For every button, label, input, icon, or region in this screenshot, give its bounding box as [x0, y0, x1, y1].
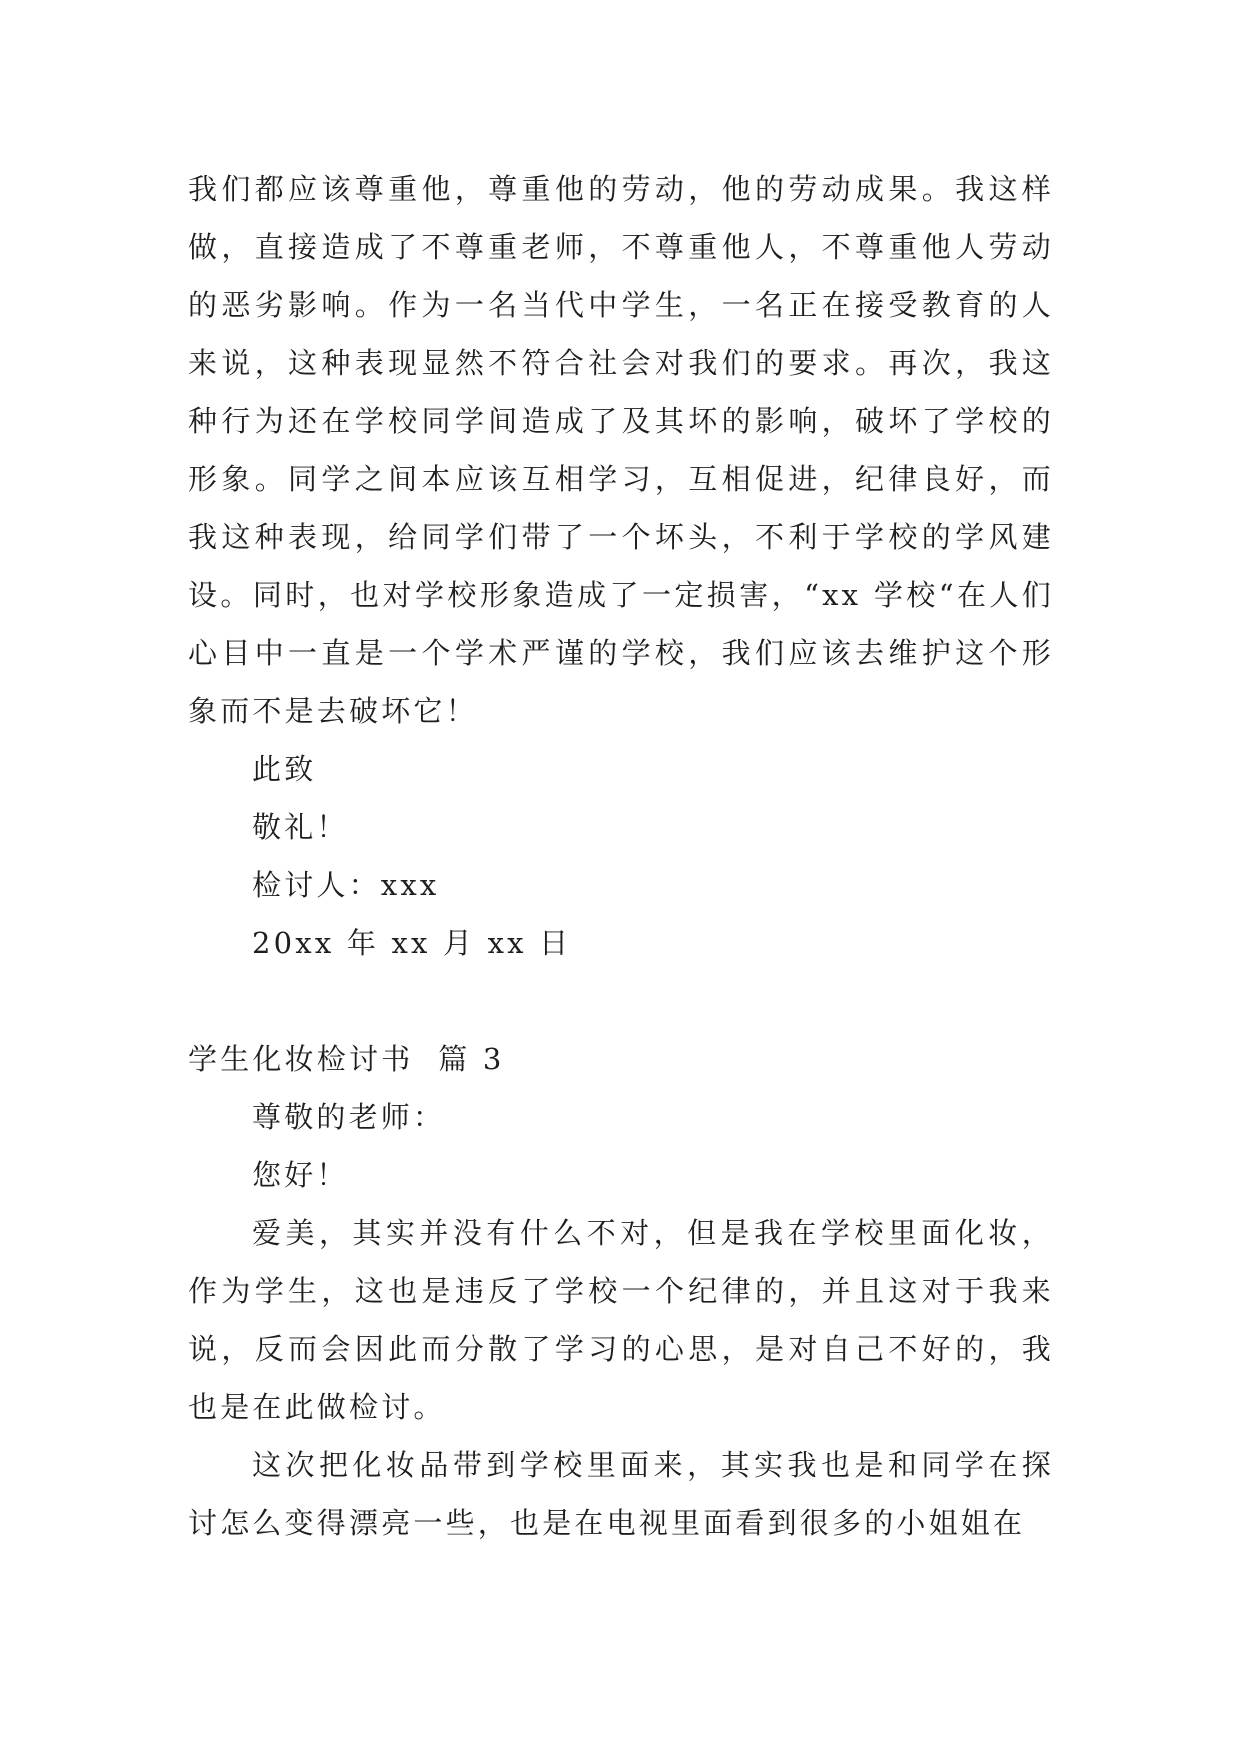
document-body [188, 160, 1054, 1552]
body-paragraph-1: 爱美，其实并没有什么不对，但是我在学校里面化妆，作为学生，这也是违反了学校一个纪律的，并且这对于我来说，反而会因此而分散了学习的心思，是对自己不好的，我也是在此做检讨。 [188, 1216, 1054, 1424]
continuation-paragraph: 我们都应该尊重他，尊重他的劳动，他的劳动成果。我这样做，直接造成了不尊重老师，不尊重他人，不尊重他人劳动的恶劣影响。作为一名当代中学生，一名正在接受教育的人来说，这种表现显然不符合社会对我们的要求。再次，我这种行为还在学校同学间造成了及其坏的影响，破坏了学校的形象。同学之间本应该互相学习，互相促进，纪律良好，而我这种表现，给同学们带了一个坏头，不利于学校的学风建设。同时，也对学校形象造成了一定损害，“xx 学校“在人们心目中一直是一个学术严谨的学校，我们应该去维护这个形象而不是去破坏它！ [188, 172, 1054, 728]
salutation: 尊敬的老师： [252, 1100, 446, 1134]
signer-line: 检讨人：xxx [252, 868, 440, 902]
closing-line-cizhi: 此致 [252, 752, 317, 786]
date-line: 20xx 年 xx 月 xx 日 [252, 926, 572, 960]
greeting: 您好！ [252, 1158, 349, 1192]
body-paragraph-2: 这次把化妆品带到学校里面来，其实我也是和同学在探讨怎么变得漂亮一些，也是在电视里面看到很多的小姐姐在 [188, 1448, 1054, 1540]
closing-line-jingli: 敬礼！ [252, 810, 349, 844]
section-title: 学生化妆检讨书 篇 3 [188, 1042, 505, 1076]
